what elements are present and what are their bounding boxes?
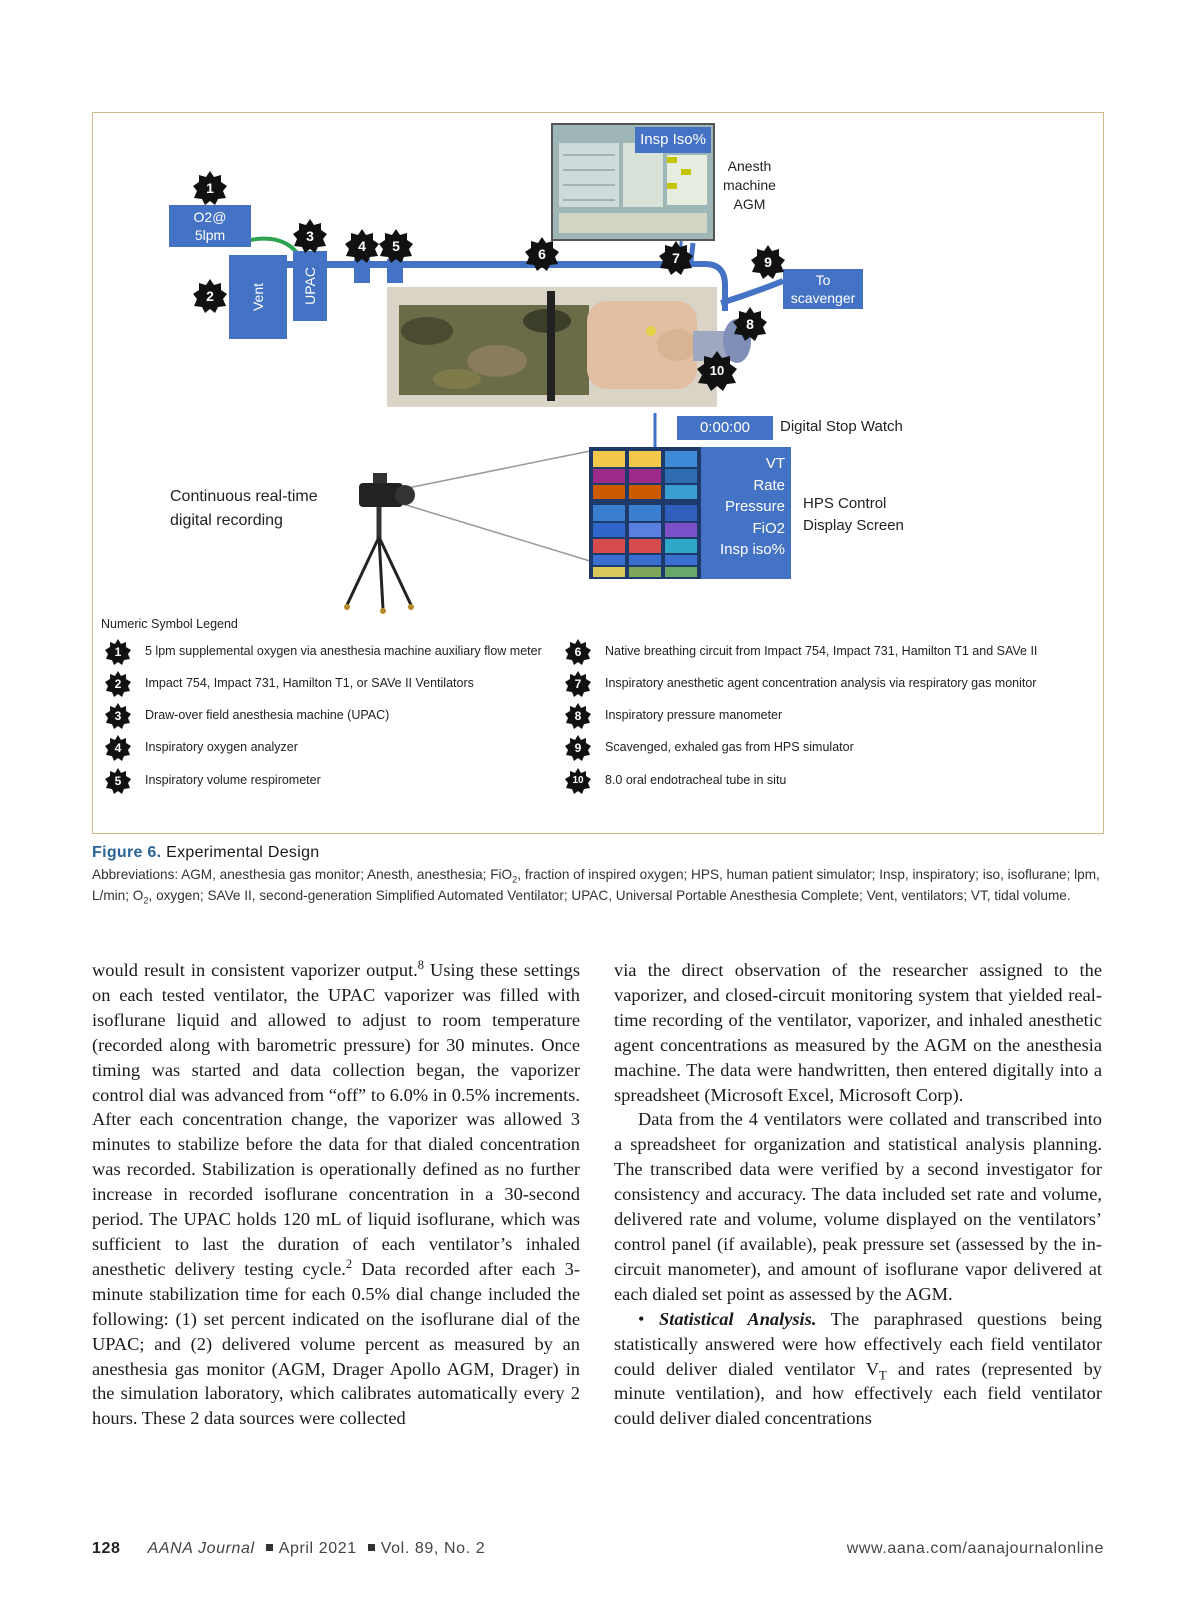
- separator-square: [368, 1544, 375, 1551]
- hps-label-line2: Display Screen: [803, 517, 904, 534]
- patient-simulator-manikin: [387, 281, 787, 411]
- hps-readout-grid: [589, 447, 701, 579]
- anesth-line2: machine: [723, 177, 776, 193]
- page-footer-left: [92, 1540, 485, 1558]
- vent-box: [229, 255, 287, 339]
- legend-text-9: Scavenged, exhaled gas from HPS simulator: [605, 740, 854, 754]
- legend-text-4: Inspiratory oxygen analyzer: [145, 740, 298, 754]
- journal-website-link[interactable]: www.aana.com/aanajournalonline: [846, 1540, 1104, 1557]
- legend-text-5: Inspiratory volume respirometer: [145, 773, 321, 787]
- to-scavenger-line1: To: [815, 271, 831, 288]
- issue-date: April 2021: [278, 1540, 357, 1557]
- stopwatch-value: 0:00:00: [699, 419, 751, 437]
- legend-text-6: Native breathing circuit from Impact 754, Impact 731, Hamilton T1 and SAVe II: [605, 644, 1038, 658]
- legend-text-2: Impact 754, Impact 731, Hamilton T1, or SAVe II Ventilators: [145, 676, 474, 690]
- insp-iso-label: Insp Iso%: [640, 131, 706, 149]
- right-paragraph-2: Data from the 4 ventilators were collated and transcribed into a spreadsheet for organization and statistical analysis planning. The transcribed data were verified by a second investigator for consistency and accuracy. The data included set rate and volume, delivered rate and volume, volume displayed on the ventilators’ control panel (if available), peak pressure set (assessed by the in-circuit manometer), and amount of isoflurane vapor delivered at each dialed set point as assessed by the AGM.: [614, 1109, 1102, 1304]
- o2-supply-box: [169, 205, 251, 247]
- badge-5: 5: [379, 229, 413, 263]
- hps-param-fio2: FiO2: [752, 519, 785, 537]
- legend-text-3: Draw-over field anesthesia machine (UPAC): [145, 708, 390, 722]
- anesth-line1: Anesth: [727, 158, 772, 174]
- badge-10: 10: [697, 351, 737, 391]
- scavenger-box: [783, 269, 863, 309]
- right-paragraph-1: via the direct observation of the researcher assigned to the vaporizer, and closed-circuit monitoring system that yielded real-time recording of the ventilator, vaporizer, and inhaled anesthetic agent concentrations as measured by the AGM on the anesthesia machine. The data were handwritten, then entered digitally into a spreadsheet (Microsoft Excel, Microsoft Corp).: [614, 960, 1102, 1105]
- separator-square: [266, 1544, 273, 1551]
- o2-label-line1: O2@: [193, 208, 227, 225]
- o2-label-line2: 5lpm: [194, 227, 226, 243]
- legend-badge-2: 2: [105, 671, 131, 697]
- badge-1: 1: [193, 171, 227, 205]
- badge-7: 7: [659, 241, 693, 275]
- figure-number: Figure 6.: [92, 844, 162, 861]
- stopwatch-display: [676, 415, 774, 441]
- legend-title: Numeric Symbol Legend: [101, 617, 238, 631]
- badge-6: 6: [525, 237, 559, 271]
- legend-badge-1: 1: [105, 639, 131, 665]
- right-paragraph-3: • Statistical Analysis. The paraphrased questions being statistically answered were how effectively each field ventilator could deliver dialed ventilator $V_T$ and rates (represented by minute ventilation), and how effectively each field ventilator could deliver dialed concentrations: [614, 1308, 1102, 1429]
- page-number: 128: [92, 1540, 121, 1557]
- upac-box: [293, 251, 327, 321]
- legend-badge-3: 3: [105, 703, 131, 729]
- figure-title-line: [92, 844, 1104, 862]
- journal-name: AANA Journal: [147, 1540, 255, 1557]
- hps-param-insp-iso: Insp iso%: [719, 541, 785, 558]
- hps-param-vt: VT: [765, 455, 785, 472]
- hps-parameter-list: [720, 453, 785, 561]
- page-footer-right[interactable]: [847, 1540, 1104, 1558]
- figure-caption: [92, 844, 1104, 906]
- anesth-machine-label: [723, 157, 776, 214]
- stopwatch-label: Digital Stop Watch: [780, 418, 903, 435]
- hps-param-rate: Rate: [753, 476, 785, 494]
- volume: Vol. 89, No. 2: [380, 1540, 486, 1557]
- recording-line1: Continuous real-time: [170, 488, 318, 505]
- badge-3: 3: [293, 219, 327, 253]
- legend-badge-6: 6: [565, 639, 591, 665]
- right-column: [614, 958, 1102, 1431]
- hps-label-line1: HPS Control: [803, 495, 887, 512]
- legend-text-7: Inspiratory anesthetic agent concentration analysis via respiratory gas monitor: [605, 676, 1037, 690]
- to-scavenger-line2: scavenger: [790, 290, 856, 306]
- vent-label: Vent: [249, 282, 266, 312]
- legend-badge-8: 8: [565, 703, 591, 729]
- badge-4: 4: [345, 229, 379, 263]
- badge-8: 8: [733, 307, 767, 341]
- recording-line2: digital recording: [170, 512, 283, 529]
- legend-badge-7: 7: [565, 671, 591, 697]
- insp-iso-label-box: [635, 127, 711, 153]
- left-column: [92, 958, 580, 1431]
- upac-label: UPAC: [301, 267, 318, 305]
- legend-badge-9: 9: [565, 735, 591, 761]
- hps-label: [803, 493, 904, 537]
- left-paragraph: would result in consistent vaporizer output.$^8$ Using these settings on each tested ventilator, the UPAC vaporizer was filled with isoflurane liquid and allowed to adjust to room temperature (recorded along with barometric pressure) for 30 minutes. Once timing was started and data collection began, the vaporizer control dial was advanced from “off” to 6.0% in 0.5% increments. After each concentration change, the vaporizer was allowed 3 minutes to stabilize before the data for that dialed concentration was recorded. Stabilization is operationally defined as no further increase in recorded isoflurane concentration in a 30-second period. The UPAC holds 120 mL of liquid isoflurane, which was sufficient to last the duration of each ventilator’s inhaled anesthetic delivery testing cycle.$^2$ Data recorded after each 3-minute stabilization time for each 0.5% dial change included the following: (1) set percent indicated on the isoflurane dial of the UPAC; and (2) delivered volume percent as measured by an anesthesia gas monitor (AGM, Drager Apollo AGM, Drager) in the simulation laboratory, which calibrates automatically every 2 hours. These 2 data sources were collected: [92, 957, 581, 1429]
- statistical-analysis-heading: Statistical Analysis.: [658, 1308, 817, 1329]
- recording-label: [170, 485, 318, 533]
- legend-text-8: Inspiratory pressure manometer: [605, 708, 783, 722]
- legend-badge-4: 4: [105, 735, 131, 761]
- hps-param-pressure: Pressure: [724, 498, 785, 515]
- video-camera-on-tripod: [333, 465, 423, 615]
- legend-text-10: 8.0 oral endotracheal tube in situ: [605, 773, 787, 787]
- anesth-line3: AGM: [733, 196, 766, 212]
- figure-title: Experimental Design: [166, 844, 320, 861]
- legend-badge-5: 5: [105, 768, 131, 794]
- anesthesia-monitor-screen: [551, 123, 715, 241]
- legend-badge-10: 10: [565, 768, 591, 794]
- badge-9: 9: [751, 245, 785, 279]
- legend-text-1: 5 lpm supplemental oxygen via anesthesia machine auxiliary flow meter: [145, 644, 542, 658]
- figure-6-frame: [92, 112, 1104, 834]
- figure-abbreviations: Abbreviations: AGM, anesthesia gas monitor; Anesth, anesthesia; FiO$_2$, fraction of inspired oxygen; HPS, human patient simulator; Insp, inspiratory; iso, isoflurane; lpm, L/min; $O_2$, oxygen; SAVe II, second-generation Simplified Automated Ventilator; UPAC, Universal Portable Anesthesia Complete; Vent, ventilators; VT, tidal volume.: [92, 867, 1100, 906]
- hps-display-screen: [589, 447, 791, 579]
- badge-2: 2: [193, 279, 227, 313]
